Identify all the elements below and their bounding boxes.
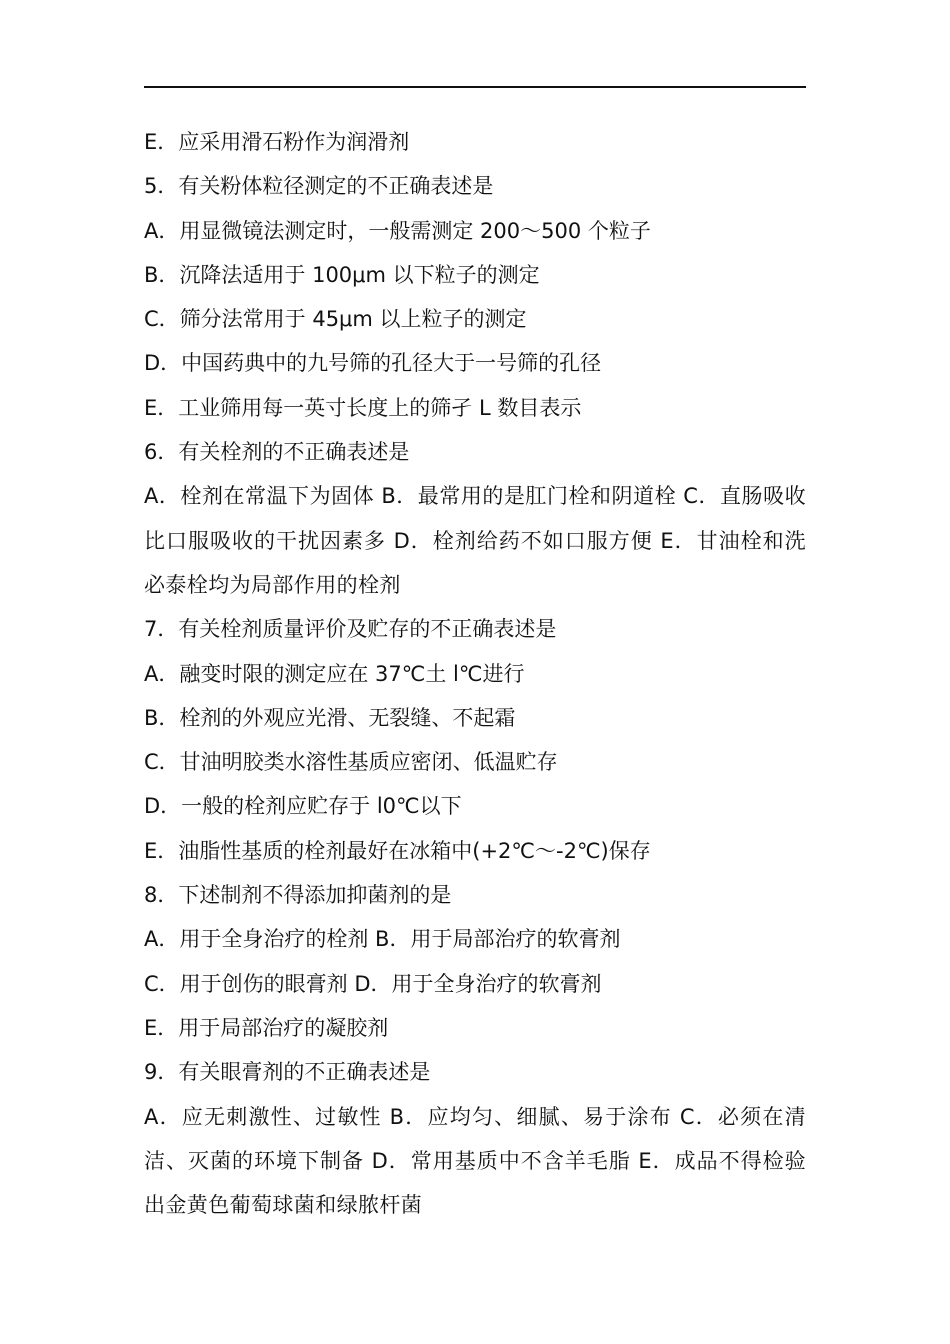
question-6: 6．有关栓剂的不正确表述是: [144, 440, 410, 465]
answer-option: E．用于局部治疗的凝胶剂: [144, 1015, 389, 1040]
answer-option: E．工业筛用每一英寸长度上的筛孑 L 数目表示: [144, 395, 582, 420]
answer-option: C．甘油明胶类水溶性基质应密闭、低温贮存: [144, 750, 558, 775]
answer-option: B．栓剂的外观应光滑、无裂缝、不起霜: [144, 705, 516, 730]
question-8: 8．下述制剂不得添加抑菌剂的是: [144, 883, 452, 908]
question-9: 9．有关眼膏剂的不正确表述是: [144, 1060, 431, 1085]
header-rule: [144, 86, 806, 88]
answer-option: A．用显微镜法测定时，一般需测定 200～500 个粒子: [144, 218, 651, 243]
answer-option: A．融变时限的测定应在 37℃土 l℃进行: [144, 661, 525, 686]
question-7: 7．有关栓剂质量评价及贮存的不正确表述是: [144, 617, 557, 642]
answer-option: A．用于全身治疗的栓剂 B．用于局部治疗的软膏剂: [144, 927, 621, 952]
question-5: 5．有关粉体粒径测定的不正确表述是: [144, 174, 494, 199]
answer-options-paragraph: A．栓剂在常温下为固体 B．最常用的是肛门栓和阴道栓 C．直肠吸收比口服吸收的干扰因素多 D．栓剂给药不如口服方便 E．甘油栓和洗必泰栓均为局部作用的栓剂: [144, 484, 806, 597]
answer-option: D．中国药典中的九号筛的孔径大于一号筛的孔径: [144, 351, 602, 376]
document-body: [144, 120, 806, 1227]
answer-option: D．一般的栓剂应贮存于 l0℃以下: [144, 794, 462, 819]
answer-option: C．筛分法常用于 45μm 以上粒子的测定: [144, 307, 527, 332]
answer-option: E．油脂性基质的栓剂最好在冰箱中(+2℃～-2℃)保存: [144, 838, 651, 863]
answer-option: C．用于创伤的眼膏剂 D．用于全身治疗的软膏剂: [144, 971, 602, 996]
answer-options-paragraph: A．应无刺激性、过敏性 B．应均匀、细腻、易于涂布 C．必须在清洁、灭菌的环境下制备 D．常用基质中不含羊毛脂 E．成品不得检验出金黄色葡萄球菌和绿脓杆菌: [144, 1104, 806, 1218]
answer-option: E．应采用滑石粉作为润滑剂: [144, 130, 410, 154]
answer-option: B．沉降法适用于 100μm 以下粒子的测定: [144, 262, 540, 287]
